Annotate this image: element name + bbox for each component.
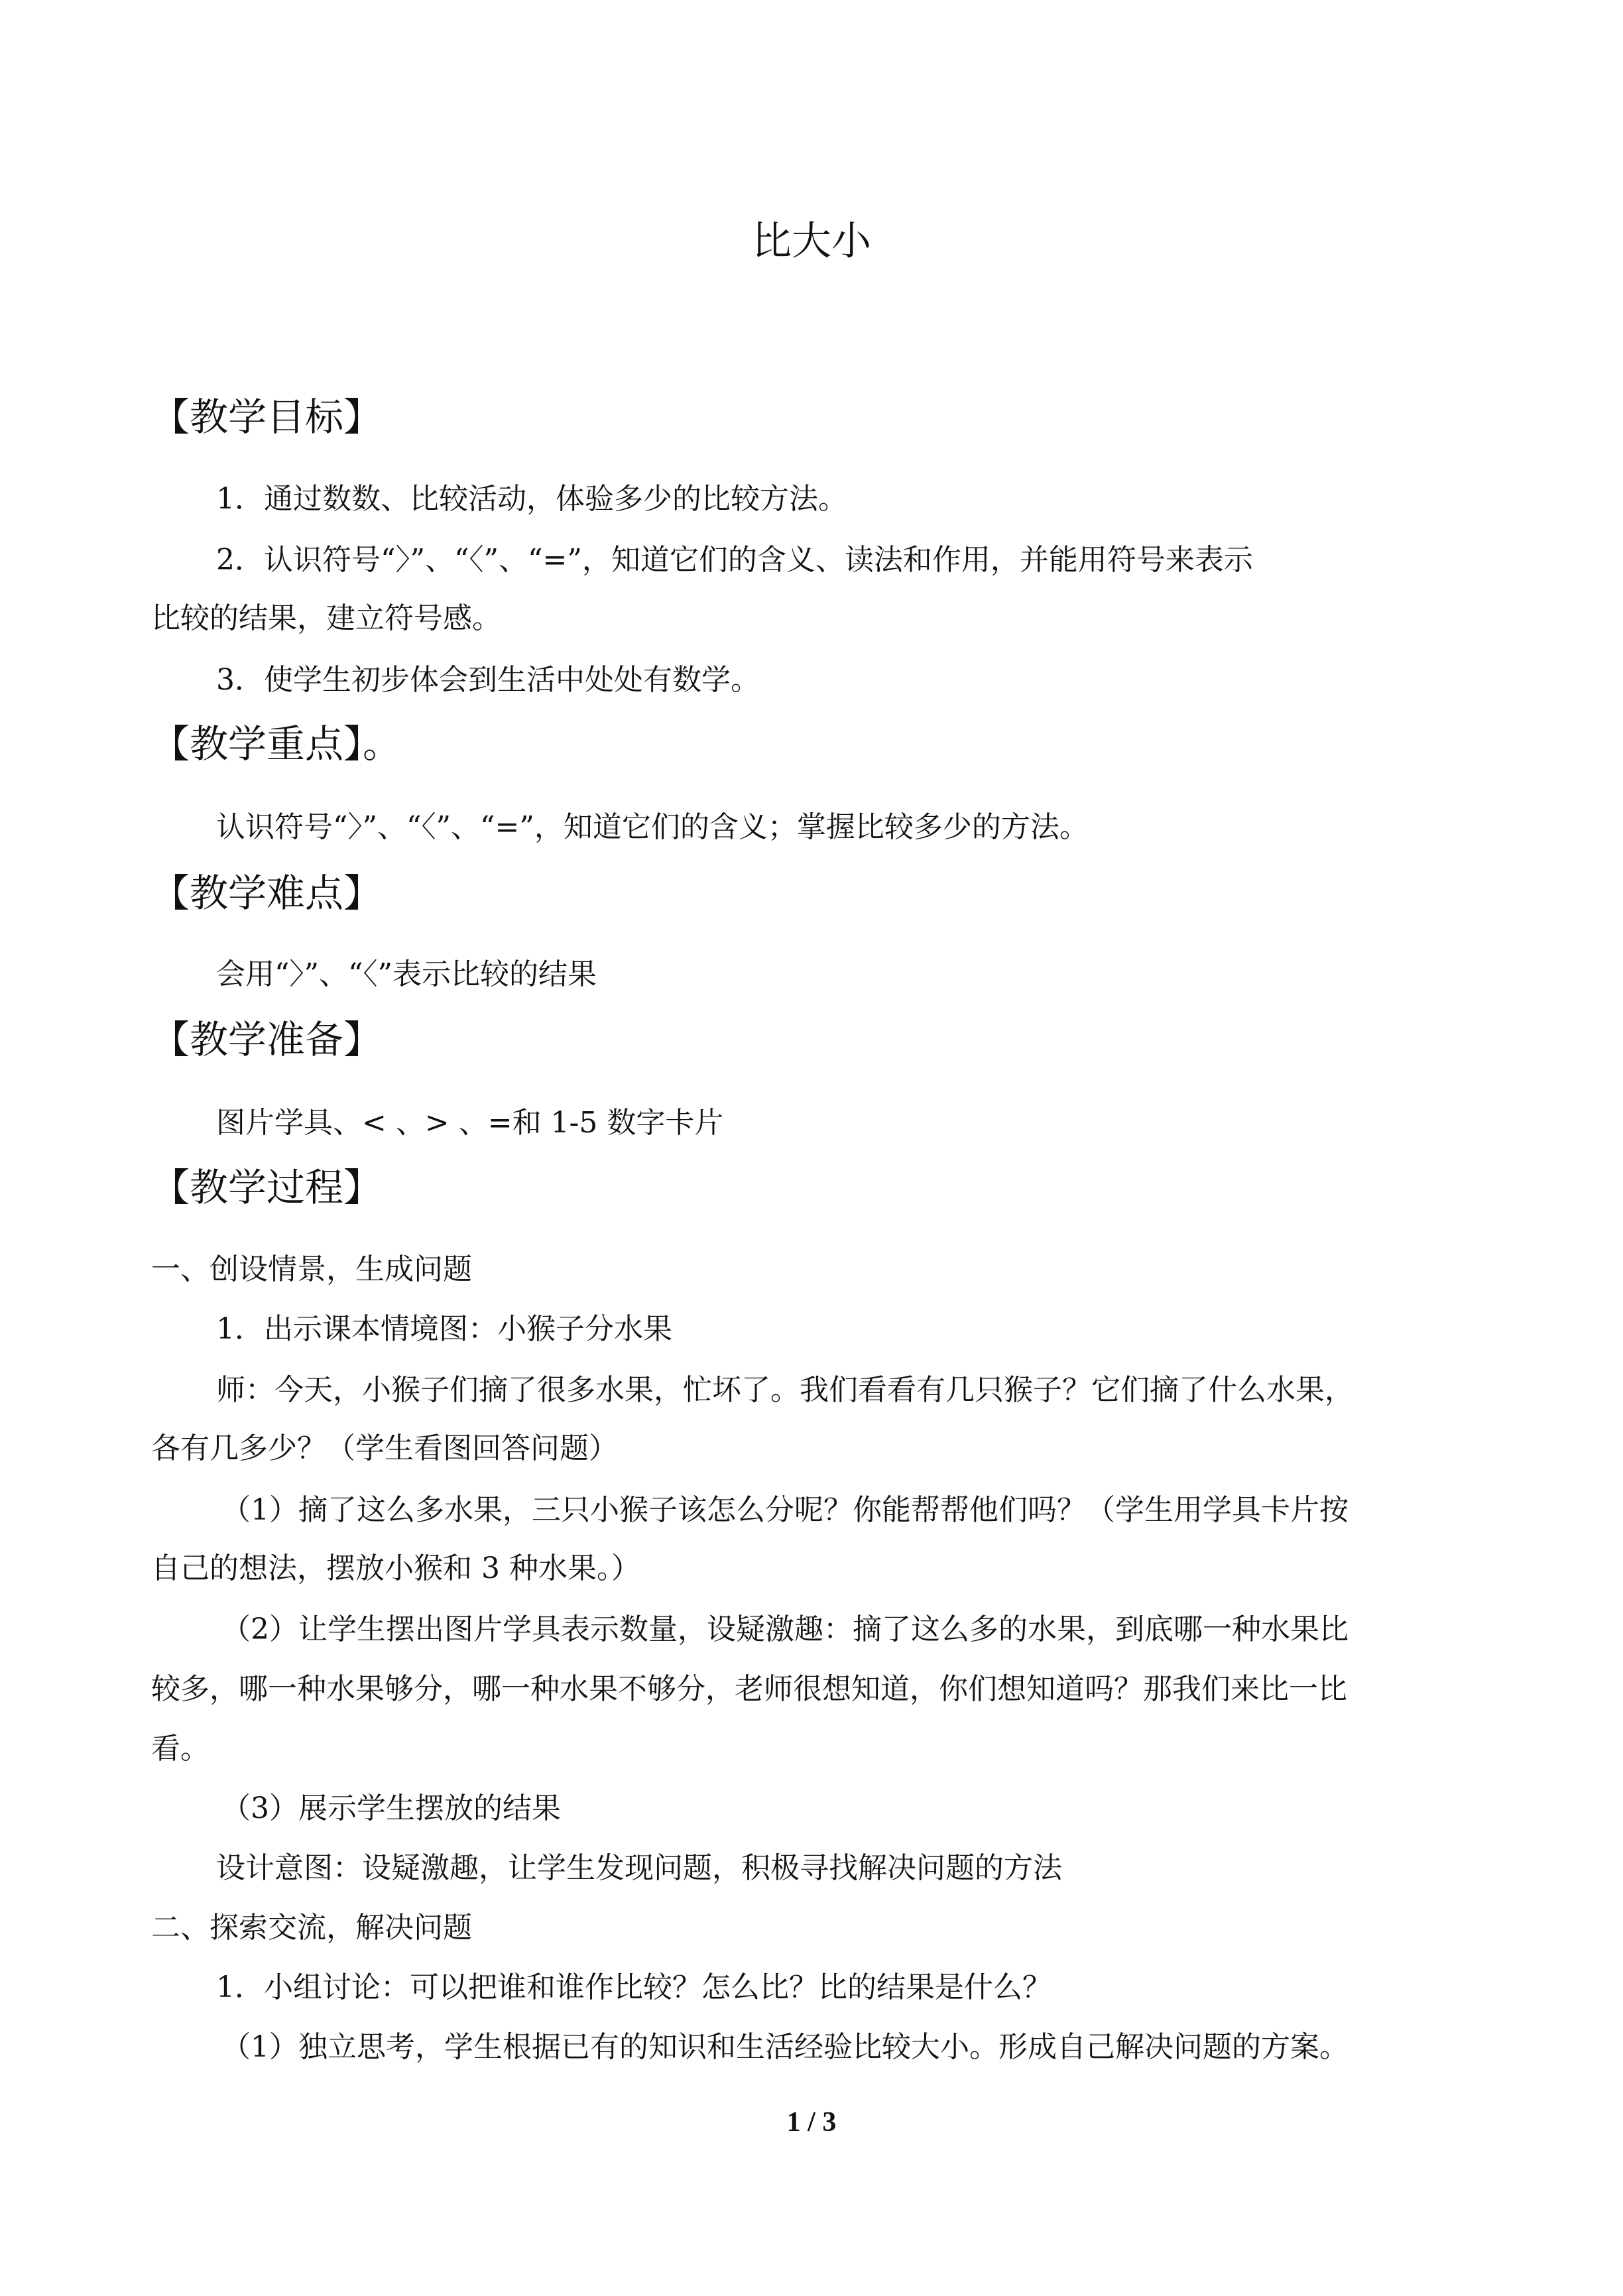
heading-key-points: 【教学重点】。	[151, 721, 402, 766]
page-title: 比大小	[752, 218, 871, 265]
part1-title: 一、创设情景，生成问题	[151, 1252, 472, 1286]
part1-line-8: 看。	[151, 1732, 210, 1766]
part1-line-7: 较多，哪一种水果够分，哪一种水果不够分，老师很想知道，你们想知道吗？那我们来比一比	[151, 1672, 1347, 1706]
part2-line-2: （1）独立思考，学生根据已有的知识和生活经验比较大小。形成自己解决问题的方案。	[221, 2030, 1349, 2064]
part2-line-1: 1．小组讨论：可以把谁和谁作比较？怎么比？比的结果是什么？	[216, 1970, 1052, 2004]
heading-process: 【教学过程】	[151, 1165, 383, 1210]
part1-line-4: （1）摘了这么多水果，三只小猴子该怎么分呢？你能帮帮他们吗？（学生用学具卡片按	[221, 1493, 1349, 1527]
key-points-text: 认识符号“〉”、“〈”、“=”，知道它们的含义；掌握比较多少的方法。	[216, 810, 1089, 844]
part1-line-1: 1．出示课本情境图：小猴子分水果	[216, 1312, 672, 1346]
difficulty-text: 会用“〉”、“〈”表示比较的结果	[216, 957, 597, 991]
part1-line-6: （2）让学生摆出图片学具表示数量，设疑激趣：摘了这么多的水果，到底哪一种水果比	[221, 1612, 1349, 1646]
part1-line-10: 设计意图：设疑激趣，让学生发现问题，积极寻找解决问题的方法	[216, 1851, 1062, 1885]
preparation-text: 图片学具、< 、> 、=和 1-5 数字卡片	[216, 1106, 724, 1140]
part1-line-5: 自己的想法，摆放小猴和 3 种水果。）	[151, 1551, 640, 1585]
heading-preparation: 【教学准备】	[151, 1017, 383, 1062]
goal-3: 3．使学生初步体会到生活中处处有数学。	[216, 663, 760, 697]
goal-1: 1．通过数数、比较活动，体验多少的比较方法。	[216, 482, 847, 516]
part1-line-3: 各有几多少？（学生看图回答问题）	[151, 1431, 618, 1465]
part1-line-2: 师：今天，小猴子们摘了很多水果，忙坏了。我们看看有几只猴子？它们摘了什么水果，	[216, 1373, 1354, 1407]
part2-title: 二、探索交流，解决问题	[151, 1911, 472, 1945]
goal-2: 2．认识符号“〉”、“〈”、“=”，知道它们的含义、读法和作用，并能用符号来表示	[216, 543, 1253, 577]
goal-2-cont: 比较的结果，建立符号感。	[151, 601, 501, 635]
page-number: 1 / 3	[786, 2107, 837, 2138]
heading-difficulty: 【教学难点】	[151, 871, 383, 916]
part1-line-9: （3）展示学生摆放的结果	[221, 1791, 561, 1825]
heading-goals: 【教学目标】	[151, 394, 383, 440]
